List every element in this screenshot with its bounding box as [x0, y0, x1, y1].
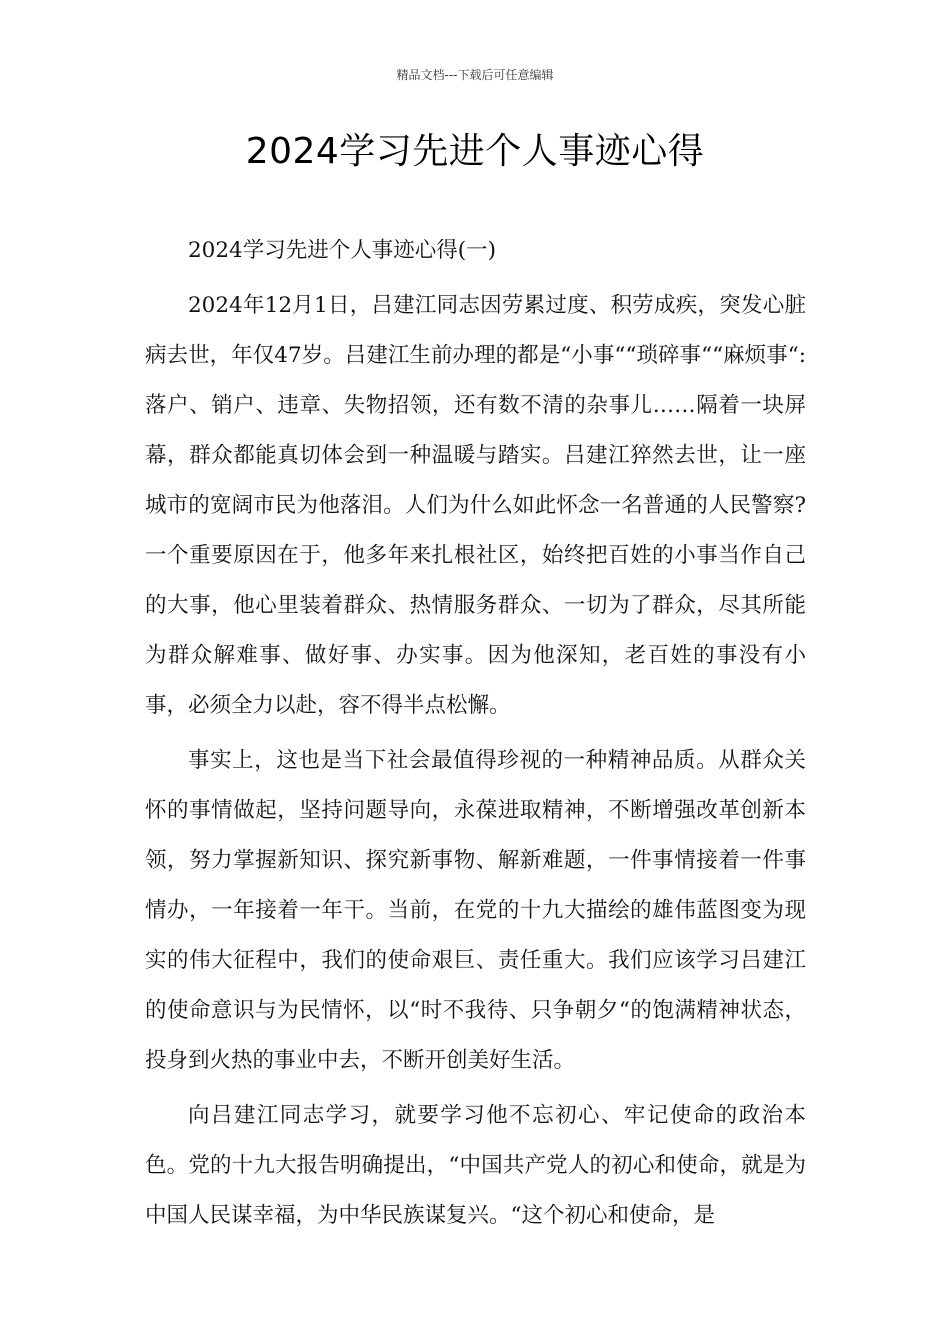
header-note: 精品文档---下载后可任意编辑 — [396, 68, 554, 82]
body-paragraph: 2024年12月1日，吕建江同志因劳累过度、积劳成疾，突发心脏病去世，年仅47岁。吕建江生前办理的都是“小事““琐碎事““麻烦事“:落户、销户、违章、失物招领，还有数不清的杂事儿……隔着一块屏幕，群众都能真切体会到一种温暖与踏实。吕建江猝然去世，让一座城市的宽阔市民为他落泪。人们为什么如此怀念一名普通的人民警察?一个重要原因在于，他多年来扎根社区，始终把百姓的小事当作自己的大事，他心里装着群众、热情服务群众、一切为了群众，尽其所能为群众解难事、做好事、办实事。因为他深知，老百姓的事没有小事，必须全力以赴，容不得半点松懈。 — [145, 293, 806, 718]
body-paragraph: 向吕建江同志学习，就要学习他不忘初心、牢记使命的政治本色。党的十九大报告明确提出，“中国共产党人的初心和使命，就是为中国人民谋幸福，为中华民族谋复兴。“这个初心和使命，是 — [145, 1103, 806, 1228]
body-paragraph: 事实上，这也是当下社会最值得珍视的一种精神品质。从群众关怀的事情做起，坚持问题导向，永葆进取精神，不断增强改革创新本领，努力掌握新知识、探究新事物、解新难题，一件事情接着一件事情办，一年接着一年干。当前，在党的十九大描绘的雄伟蓝图变为现实的伟大征程中，我们的使命艰巨、责任重大。我们应该学习吕建江的使命意识与为民情怀，以“时不我待、只争朝夕“的饱满精神状态，投身到火热的事业中去，不断开创美好生活。 — [145, 748, 806, 1073]
document-body — [145, 226, 806, 1246]
subtitle-paragraph: 2024学习先进个人事迹心得(一) — [188, 238, 496, 263]
document-title: 2024学习先进个人事迹心得 — [245, 131, 705, 172]
